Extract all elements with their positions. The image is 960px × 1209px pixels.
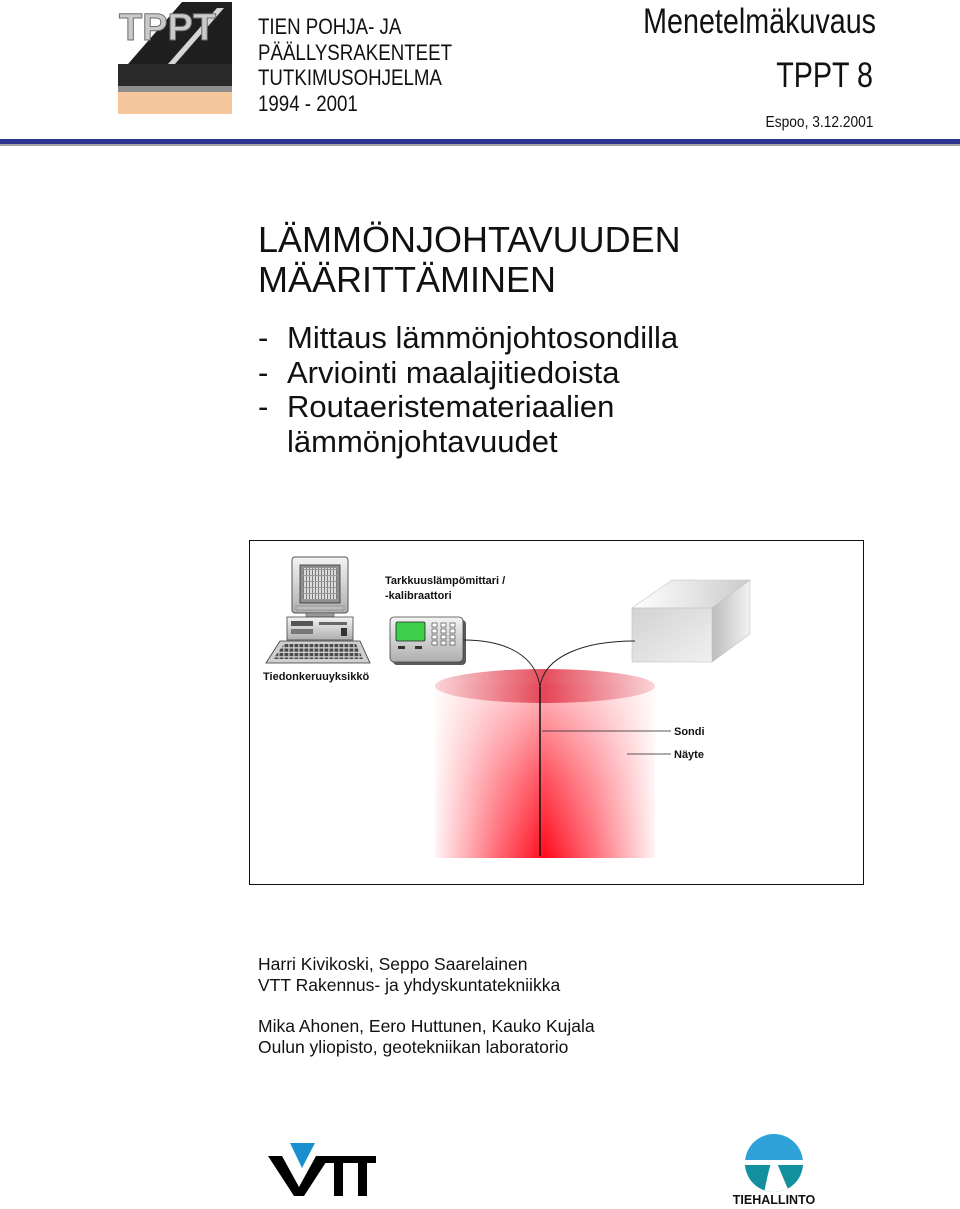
keypad-key (432, 623, 437, 627)
monitor-screen-content (303, 568, 337, 600)
sample-cylinder (435, 669, 655, 858)
measurement-setup-diagram (249, 540, 864, 885)
disk-drive (291, 629, 313, 634)
place-and-date: Espoo, 3.12.2001 (765, 114, 873, 131)
front-panel (319, 622, 347, 625)
author-organization: VTT Rakennus- ja yhdyskuntatekniikka (258, 975, 561, 995)
topic-dash (258, 425, 287, 460)
tiehallinto-logo-emblem (744, 1133, 804, 1193)
keypad-key (450, 623, 455, 627)
program-years: 1994 - 2001 (258, 90, 358, 116)
topic-text: Routaeristemateriaalien (287, 389, 615, 425)
calibrator-button (415, 646, 422, 649)
keypad-key (432, 641, 437, 645)
calibrator-display (396, 622, 425, 641)
logo-base-layer (118, 86, 232, 92)
keypad-key (441, 629, 446, 633)
title-line: LÄMMÖNJOHTAVUUDEN (258, 219, 681, 260)
research-program-name (258, 14, 452, 116)
calibrator-button (398, 646, 405, 649)
topic-item-continuation (258, 425, 678, 460)
logo-asphalt-layer (118, 64, 232, 86)
keypad-key (441, 635, 446, 639)
topic-text: lämmönjohtavuudet (287, 424, 558, 460)
program-line: PÄÄLLYSRAKENTEET (258, 39, 452, 65)
vtt-logo-letter-t-stem (334, 1156, 343, 1196)
sample-top (435, 669, 655, 703)
document-number: TPPT 8 (776, 56, 873, 95)
vtt-logo-triangle (290, 1143, 315, 1168)
author-group (258, 1016, 595, 1058)
topic-dash: - (258, 320, 269, 355)
topic-text: Mittaus lämmönjohtosondilla (287, 320, 679, 355)
document-type: Menetelmäkuvaus (643, 2, 876, 41)
monitor-control-strip (296, 606, 344, 610)
disk-drive (291, 621, 313, 626)
topic-list (258, 321, 678, 460)
insulation-material-block (632, 580, 750, 662)
title-line: MÄÄRITTÄMINEN (258, 259, 557, 300)
program-line: TIEN POHJA- JA (258, 14, 402, 39)
monitor-stand (306, 613, 334, 617)
logo-lettering: TPPT (119, 7, 217, 49)
precision-thermometer-calibrator (390, 617, 466, 665)
author-organization: Oulun yliopisto, geotekniikan laboratorio (258, 1037, 569, 1057)
keyboard-keys (273, 644, 363, 659)
keypad-key (432, 629, 437, 633)
keypad-key (432, 635, 437, 639)
vtt-logo (268, 1143, 376, 1196)
vtt-logo-letter-v (268, 1156, 330, 1196)
topic-dash: - (258, 389, 269, 425)
program-line: TUTKIMUSOHJELMA (258, 65, 442, 90)
data-logger-computer (266, 557, 370, 663)
calibrator-label-line: Tarkkuuslämpömittari / (385, 575, 506, 587)
tppt-logo (118, 2, 232, 114)
author-names: Mika Ahonen, Eero Huttunen, Kauko Kujala (258, 1016, 595, 1036)
topic-text: Arviointi maalajitiedoista (287, 354, 620, 390)
probe-label: Sondi (674, 726, 705, 738)
document-title (258, 220, 681, 300)
author-group (258, 954, 560, 996)
author-names: Harri Kivikoski, Seppo Saarelainen (258, 954, 528, 974)
header-rule-shadow (0, 144, 960, 146)
keypad-key (441, 641, 446, 645)
power-switch (341, 628, 347, 636)
calibrator-label-line: -kalibraattori (385, 590, 452, 602)
vtt-logo-letter-t-stem (358, 1156, 367, 1196)
topic-dash: - (258, 354, 269, 390)
topic-item (258, 390, 678, 425)
sample-body-fade (435, 684, 655, 858)
block-front-face (632, 608, 712, 662)
logo-subgrade-layer (118, 92, 232, 114)
keypad-key (450, 641, 455, 645)
keypad-key (450, 629, 455, 633)
tiehallinto-logo-text: TIEHALLINTO (732, 1193, 816, 1207)
data-logger-label: Tiedonkeruuyksikkö (263, 671, 370, 683)
topic-item (258, 321, 678, 356)
keypad-key (441, 623, 446, 627)
topic-item (258, 356, 678, 391)
sample-label: Näyte (674, 749, 704, 761)
keypad-key (450, 635, 455, 639)
